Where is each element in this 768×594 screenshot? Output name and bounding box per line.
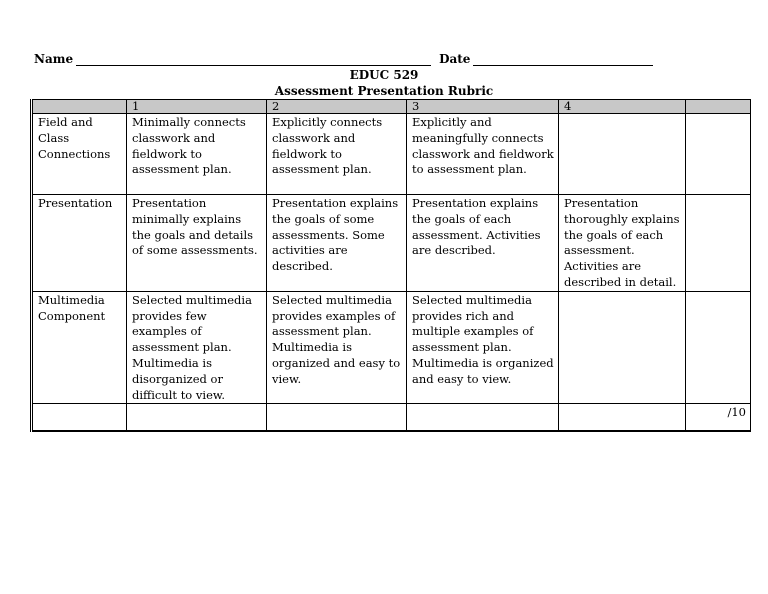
level-cell: Presentation explains the goals of some assessments. Some activities are described. [267,195,407,292]
header-cell-level-3: 3 [407,100,559,114]
blank-cell [127,404,267,432]
header-row [32,100,751,114]
header-cell-score [686,100,751,114]
level-cell [559,291,686,404]
level-cell: Explicitly connects classwork and fieldwork to assessment plan. [267,114,407,195]
level-cell: Selected multimedia provides few examples of assessment plan. Multimedia is disorganized or difficult to view. [127,291,267,404]
name-blank[interactable] [76,54,431,66]
criterion-cell: Multimedia Component [32,291,127,404]
date-label: Date [439,52,471,66]
criterion-cell: Field and Class Connections [32,114,127,195]
score-cell[interactable] [686,114,751,195]
rubric-table [30,99,751,432]
blank-cell [267,404,407,432]
course-code: EDUC 529 [349,68,419,82]
header-cell [32,100,127,114]
score-cell[interactable] [686,291,751,404]
table-row [32,291,751,404]
level-cell: Explicitly and meaningfully connects classwork and fieldwork to assessment plan. [407,114,559,195]
name-label: Name [34,52,74,66]
total-score-cell[interactable]: /10 [686,404,751,432]
table-row [32,114,751,195]
header-cell-level-4: 4 [559,100,686,114]
level-cell: Presentation explains the goals of each assessment. Activities are described. [407,195,559,292]
name-date-line [34,52,653,66]
score-cell[interactable] [686,195,751,292]
criterion-cell: Presentation [32,195,127,292]
blank-cell [32,404,127,432]
date-blank[interactable] [473,54,653,66]
level-cell: Selected multimedia provides rich and multiple examples of assessment plan. Multimedia is organized and easy to view. [407,291,559,404]
level-cell: Minimally connects classwork and fieldwork to assessment plan. [127,114,267,195]
header-cell-level-1: 1 [127,100,267,114]
blank-cell [559,404,686,432]
level-cell: Selected multimedia provides examples of assessment plan. Multimedia is organized and easy to view. [267,291,407,404]
level-cell: Presentation minimally explains the goals and details of some assessments. [127,195,267,292]
header-cell-level-2: 2 [267,100,407,114]
total-row [32,404,751,432]
rubric-title: Assessment Presentation Rubric [274,84,494,98]
blank-cell [407,404,559,432]
table-row [32,195,751,292]
level-cell [559,114,686,195]
level-cell: Presentation thoroughly explains the goals of each assessment. Activities are described in detail. [559,195,686,292]
